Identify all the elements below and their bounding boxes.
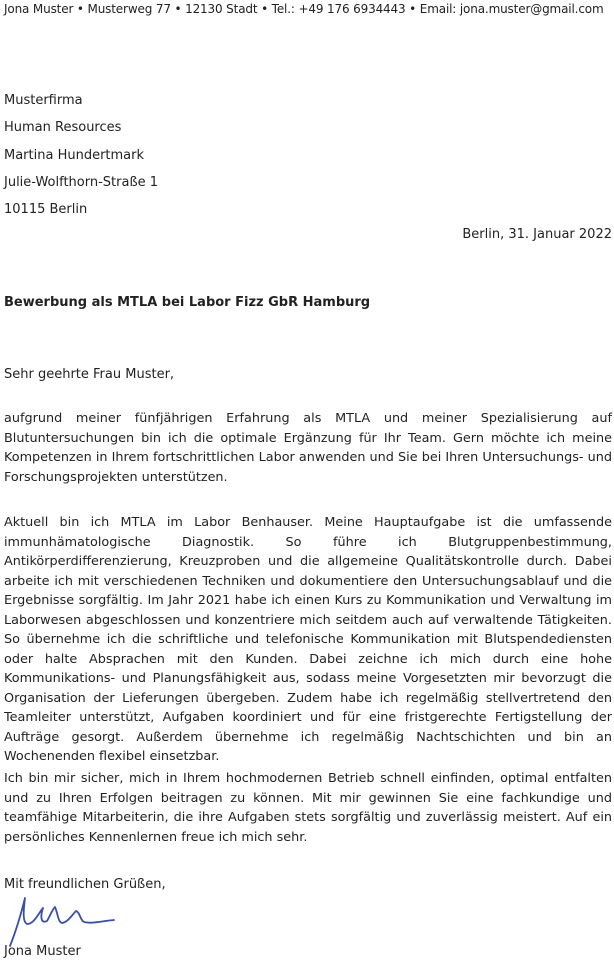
signer-name: Jona Muster [4,944,81,959]
recipient-company: Musterfirma [4,93,83,108]
salutation: Sehr geehrte Frau Muster, [4,367,175,382]
letter-date: Berlin, 31. Januar 2022 [462,227,612,242]
recipient-address-block [4,87,158,223]
closing-phrase: Mit freundlichen Grüßen, [4,877,166,892]
sender-address-line: Jona Muster • Musterweg 77 • 12130 Stadt • Tel.: +49 176 6934443 • Email: jona.muster@gmail.com [4,2,604,16]
handwritten-signature [4,892,120,948]
signature-stroke [10,898,114,946]
letter-page [4,0,612,961]
letter-subject: Bewerbung als MTLA bei Labor Fizz GbR Hamburg [4,295,371,310]
recipient-street: Julie-Wolfthorn-Straße 1 [4,174,159,190]
body-paragraph-experience: Aktuell bin ich MTLA im Labor Benhauser. Meine Hauptaufgabe ist die umfassende immunhämatologische Diagnostik. So führe ich Blutgruppenbestimmung, Antikörperdifferenzierung, Kreuzproben und die allgemeine Qualitätskontrolle durch. Dabei arbeite ich mit verschiedenen Techniken und dokumentiere den Untersuchungsablauf und die Ergebnisse sorgfältig. Im Jahr 2021 habe ich einen Kurs zu Kommunikation und Verwaltung im Laborwesen abgeschlossen und konzentriere mich seitdem auch auf verwaltende Tätigkeiten. So übernehme ich die schriftliche und telefonische Kommunikation mit Blutspendediensten oder halte Absprachen mit den Kunden. Dabei zeichne ich mich durch eine hohe Kommunikations- und Planungsfähigkeit aus, sodass meine Vorgesetzten mir bevorzugt die Organisation der Lieferungen übergeben. Zudem habe ich regelmäßig stellvertretend den Teamleiter unterstützt, Aufgaben koordiniert und für eine fristgerechte Fertigstellung der Aufträge gesorgt. Außerdem übernehme ich regelmäßig Nachtschichten und bin an Wochenenden flexibel einsetzbar. [4,515,612,764]
recipient-department: Human Resources [4,120,122,136]
body-paragraph-closing: Ich bin mir sicher, mich in Ihrem hochmodernen Betrieb schnell einfinden, optimal entfalten und zu Ihren Erfolgen beitragen zu können. Mit mir gewinnen Sie eine fachkundige und teamfähige Mitarbeiterin, die ihre Aufgaben stets sorgfältig und zuverlässig meistert. Auf ein persönliches Kennenlernen freue ich mich sehr. [4,771,612,845]
recipient-contact: Martina Hundertmark [4,147,145,163]
body-paragraph-intro: aufgrund meiner fünfjährigen Erfahrung als MTLA und meiner Spezialisierung auf Blutuntersuchungen bin ich die optimale Ergänzung für Ihr Team. Gern möchte ich meine Kompetenzen in Ihrem fortschrittlichen Labor anwenden und Sie bei Ihren Untersuchungs- und Forschungsprojekten unterstützen. [4,411,612,485]
recipient-city: 10115 Berlin [4,202,88,218]
